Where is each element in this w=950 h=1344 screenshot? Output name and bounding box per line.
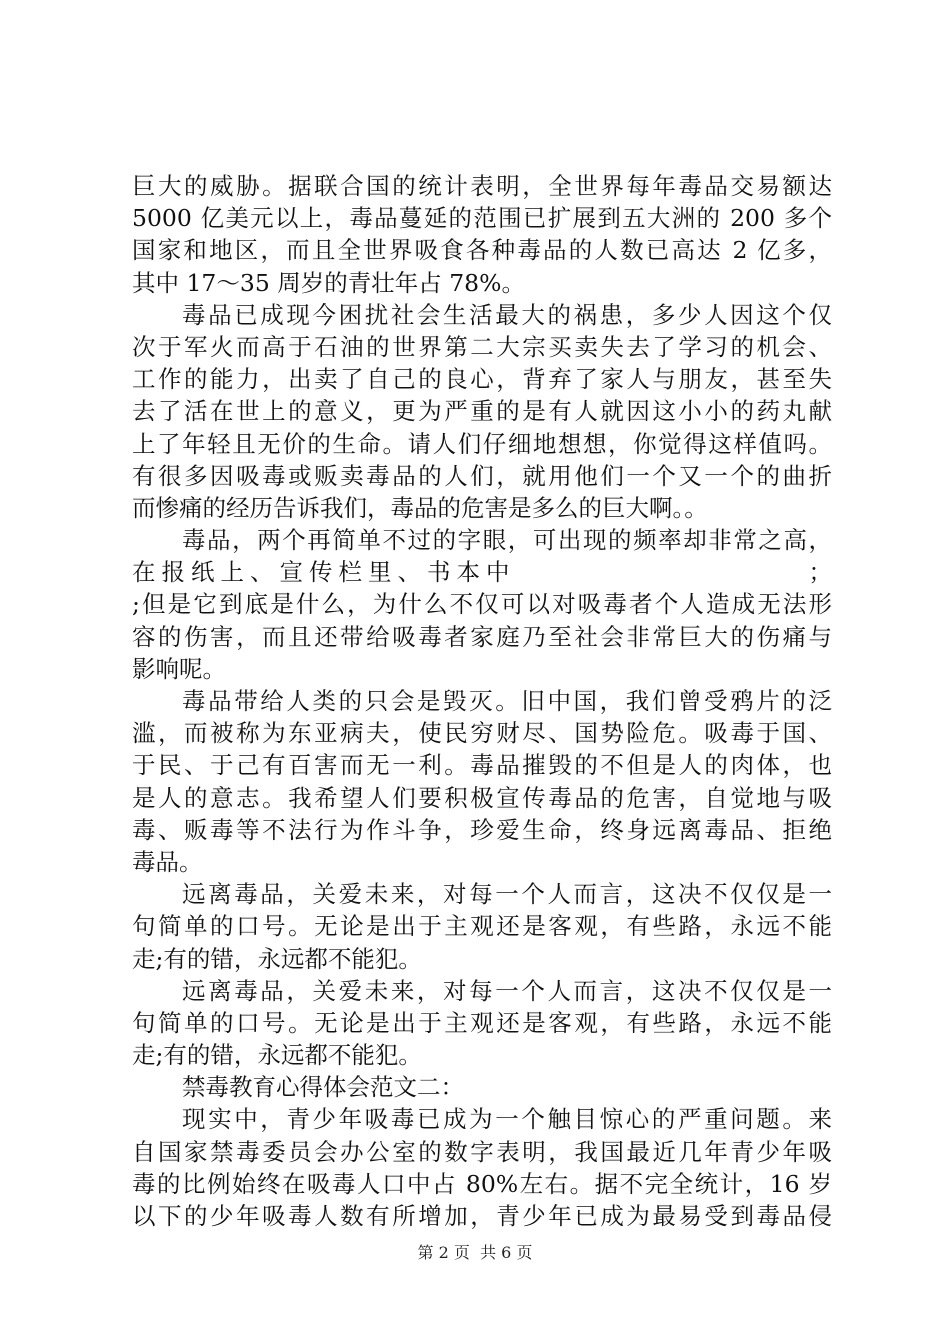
text-line: 毒品带给人类的只会是毁灭。旧中国，我们曾受鸦片的泛 [182, 687, 832, 715]
text-line: 毒品，两个再简单不过的字眼，可出现的频率却非常之高， [182, 526, 832, 555]
text-line: 容的伤害，而且还带给吸毒者家庭乃至社会非常巨大的伤痛与 [132, 622, 832, 651]
text-line: 以下的少年吸毒人数有所增加，青少年已成为最易受到毒品侵 [132, 1202, 832, 1230]
text-line: 现实中，青少年吸毒已成为一个触目惊心的严重问题。来 [182, 1105, 832, 1134]
text-line: 毒的比例始终在吸毒人口中占 80%左右。据不完全统计，16 岁 [132, 1169, 832, 1198]
text-line: 而惨痛的经历告诉我们，毒品的危害是多么的巨大啊。。 [132, 493, 708, 522]
text-line: 走;有的错，永远都不能犯。 [132, 1041, 422, 1070]
text-line: 去了活在世上的意义，更为严重的是有人就因这小小的药丸献 [132, 397, 832, 426]
text-line: 毒品。 [132, 847, 203, 876]
page-footer: 第 2 页 共 6 页 [417, 1243, 533, 1262]
text-line: 巨大的威胁。据联合国的统计表明，全世界每年毒品交易额达 [132, 172, 832, 200]
text-line: 句简单的口号。无论是出于主观还是客观，有些路，永远不能 [132, 1008, 832, 1037]
text-line: 毒、贩毒等不法行为作斗争，珍爱生命，终身远离毒品、拒绝 [132, 815, 832, 844]
text-line: 5000 亿美元以上，毒品蔓延的范围已扩展到五大洲的 200 多个 [132, 204, 832, 233]
text-line: 其中 17～35 周岁的青壮年占 78%。 [132, 268, 525, 297]
text-line: 次于军火而高于石油的世界第二大宗买卖失去了学习的机会、 [132, 332, 832, 361]
text-line: 国家和地区，而且全世界吸食各种毒品的人数已高达 2 亿多， [132, 236, 832, 265]
text-line: 句简单的口号。无论是出于主观还是客观，有些路，永远不能 [132, 912, 832, 941]
document-body [132, 170, 832, 1232]
text-line [132, 556, 832, 588]
text-line: 于民、于己有百害而无一利。毒品摧毁的不但是人的肉体，也 [132, 751, 832, 780]
spread-text: 在报纸上、宣传栏里、书本中 [132, 558, 516, 587]
text-line: 滥，而被称为东亚病夫，使民穷财尽、国势险危。吸毒于国、 [132, 719, 832, 748]
text-line: 自国家禁毒委员会办公室的数字表明，我国最近几年青少年吸 [132, 1137, 832, 1166]
text-line: 是人的意志。我希望人们要积极宣传毒品的危害，自觉地与吸 [132, 783, 832, 812]
text-line: 远离毒品，关爱未来，对每一个人而言，这决不仅仅是一 [182, 976, 832, 1005]
text-line: 远离毒品，关爱未来，对每一个人而言，这决不仅仅是一 [182, 880, 832, 909]
line-tail: ； [808, 558, 832, 587]
text-line: 上了年轻且无价的生命。请人们仔细地想想，你觉得这样值吗。 [132, 429, 832, 458]
text-line: 工作的能力，出卖了自己的良心，背弃了家人与朋友，甚至失 [132, 365, 832, 394]
text-line: 影响呢。 [132, 654, 226, 683]
text-line: 走;有的错，永远都不能犯。 [132, 944, 422, 973]
text-line: 禁毒教育心得体会范文二： [182, 1073, 464, 1102]
text-line: ;但是它到底是什么，为什么不仅可以对吸毒者个人造成无法形 [132, 590, 832, 619]
text-line: 毒品已成现今困扰社会生活最大的祸患，多少人因这个仅 [182, 300, 832, 329]
text-line: 有很多因吸毒或贩卖毒品的人们，就用他们一个又一个的曲折 [132, 461, 832, 490]
